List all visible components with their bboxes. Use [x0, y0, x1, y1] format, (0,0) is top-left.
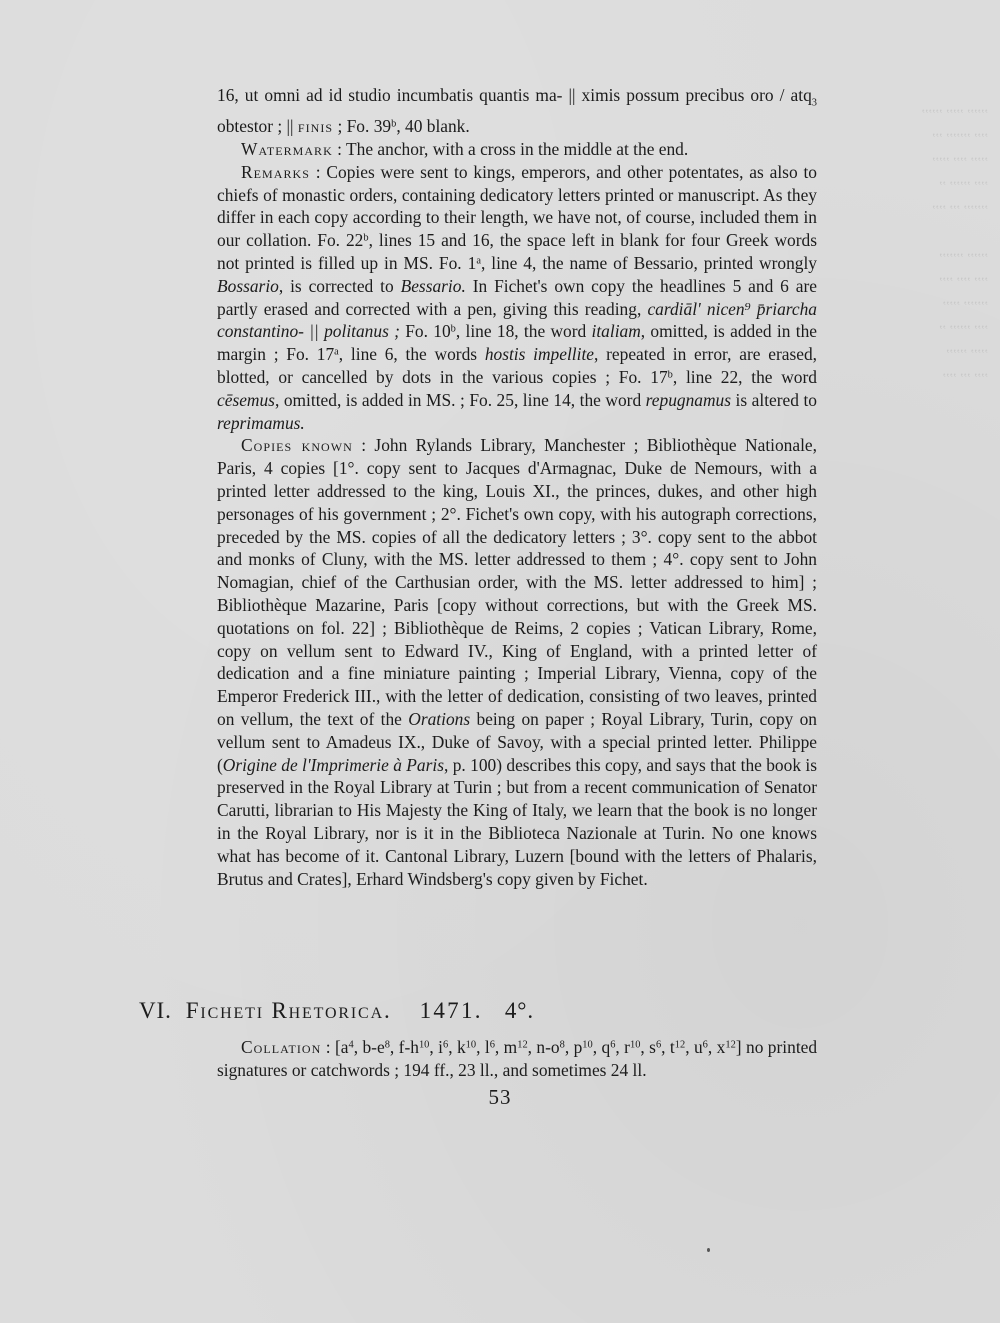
italic-term: cēsemus	[217, 389, 275, 410]
remarks-label: Remarks	[241, 161, 310, 182]
quire-count-superscript: 10	[582, 1039, 593, 1051]
remarks-text: , omitted, is added in MS. ; Fo. 25, line 14, the word	[274, 389, 646, 410]
collation-text: , q	[592, 1037, 611, 1057]
collation-text: , k	[448, 1037, 466, 1057]
section-title: Ficheti Rhetorica.	[185, 998, 392, 1023]
quire-count-superscript: 10	[418, 1039, 430, 1051]
quire-count-superscript: 8	[559, 1039, 565, 1051]
italic-term: reprimamus.	[217, 412, 305, 433]
quire-count-superscript: 10	[629, 1039, 641, 1051]
remarks-text: , lines 15 and 16, the space left in blank for four Greek words not printed is filled up in MS. Fo. 1	[217, 230, 817, 274]
quire-count-superscript: 8	[384, 1039, 390, 1051]
italic-term: Orations	[408, 708, 471, 729]
italic-term: repugnamus	[645, 389, 732, 410]
collation-text: , s	[640, 1037, 656, 1057]
collation-text: , i	[429, 1037, 443, 1057]
copies-text: , p. 100) describes this copy, and says that the book is preserved in the Royal Library at Turin ; but from a recent communication of Senator Carutti, librarian to His Majesty the King of Italy, we learn that the book is no longer in the Royal Library, nor is it in the Biblioteca Nazionale at Turin. No one knows what has become of it. Cantonal Library, Luzern [bound with the letters of Phalaris, Brutus and Crates], Erhard Windsberg's copy given by Fichet.	[217, 754, 817, 889]
copies-known-label: Copies known	[241, 435, 353, 456]
show-through-text: ,,,,,, ,,,,, ,,,,,, ,,,, ,,,,,,, ,,, ,,,,, ,,,, ,,,,, ,,,, ,,,,,, ,, ,,,,,,, ,,, ,,,, ,,,,,, ,,,,,,, ,,,, ,,,, ,,,, ,,,,,,, ,,,,, ,,,, ,,,,,, ,, ,,,,, ,,,,,, ,,,, ,,, ,,,,	[921, 100, 988, 379]
italic-term: hostis impellite	[484, 344, 595, 365]
remarks-text: , line 18, the word	[455, 321, 592, 342]
collation-text: , t	[661, 1037, 675, 1057]
remarks-text: , is corrected to	[278, 275, 401, 296]
paper-speck	[707, 1248, 710, 1252]
italic-term: cardiāl' nicen⁹ p̄riarcha constantino- || politanus ;	[217, 298, 817, 342]
collation-text: , p	[564, 1037, 583, 1057]
quire-count-superscript: 12	[725, 1039, 736, 1051]
page-number: 53	[488, 1085, 512, 1109]
collation-label: Collation	[241, 1037, 322, 1057]
main-text-block	[217, 84, 817, 890]
remarks-text: , omitted, is added in the margin ; Fo. 17	[217, 321, 817, 365]
paragraph-copies-known	[217, 434, 817, 890]
folio-superscript: b	[363, 232, 369, 244]
collation-text: ] no printed signatures or catchwords ; 194 ff., 23 ll., and sometimes 24 ll.	[217, 1037, 818, 1080]
remarks-text: Fo. 10	[399, 321, 451, 342]
abbreviation-mark: 3	[811, 97, 817, 109]
section-numeral: VI.	[139, 998, 172, 1023]
collation-text: , l	[476, 1037, 490, 1057]
colophon-text-2: obtestor ; ||	[217, 116, 298, 137]
section-year: 1471.	[419, 998, 483, 1023]
remarks-text: is altered to	[731, 389, 817, 410]
collation-text: , b-e	[353, 1037, 385, 1057]
quire-count-superscript: 10	[465, 1039, 477, 1051]
collation-paragraph	[217, 1036, 817, 1082]
folio-superscript: a	[334, 346, 339, 358]
collation-text: , u	[685, 1037, 703, 1057]
quire-count-superscript: 6	[655, 1039, 662, 1051]
colophon-text-3: ; Fo. 39	[333, 116, 392, 137]
remarks-text: In Fichet's own copy the headlines 5 and 6 are partly erased and corrected with a pen, giving this reading,	[217, 275, 817, 319]
italic-term: Bossario	[217, 275, 279, 296]
collation-text: , x	[707, 1037, 726, 1057]
folio-superscript: b	[667, 369, 673, 381]
collation-text: , f-h	[389, 1037, 419, 1057]
remarks-text: , repeated in error, are erased, blotted, or cancelled by dots in the various copies ; Fo. 17	[217, 344, 817, 388]
section-heading	[139, 998, 534, 1024]
colophon-text: 16, ut omni ad id studio incumbatis quantis ma- || ximis possum precibus oro / atq	[217, 85, 812, 105]
folio-superscript: a	[476, 255, 481, 267]
quire-count-superscript: 6	[489, 1039, 495, 1051]
collation-text: , r	[615, 1037, 630, 1057]
watermark-text: : The anchor, with a cross in the middle at the end.	[332, 139, 689, 160]
folio-superscript: b	[450, 323, 456, 335]
italic-term: italiam	[591, 321, 641, 342]
italic-term: Bessario.	[400, 275, 466, 296]
quire-count-superscript: 6	[702, 1039, 708, 1051]
remarks-text: , line 6, the words	[338, 344, 485, 365]
copies-text: being on paper ; Royal Library, Turin, copy on vellum sent to Amadeus IX., Duke of Savoy, with a special printed letter. Philippe (	[217, 708, 817, 775]
italic-term: Origine de l'Imprimerie à Paris	[222, 754, 444, 775]
quire-count-superscript: 12	[674, 1039, 686, 1051]
folio-superscript: b	[391, 118, 397, 130]
copies-text: : John Rylands Library, Manchester ; Bibliothèque Nationale, Paris, 4 copies [1°. copy sent to Jacques d'Armagnac, Duke de Nemours, with a printed letter addressed to the king, Louis XI., the princes, dukes, and other high personages of his government ; 2°. Fichet's own copy, with his autograph corrections, preceded by the MS. copies of all the dedicatory letters ; 3°. copy sent to the abbot and monks of Cluny, with the MS. letter addressed to them ; 4°. copy sent to John Nomagian, chief of the Carthusian order, with the MS. letter addressed to him] ; Bibliothèque Mazarine, Paris [copy without corrections, but with the Greek MS. quotations on fol. 22] ; Bibliothèque de Reims, 2 copies ; Vatican Library, Rome, copy on vellum sent to Edward IV., King of England, with a printed letter of dedication and a fine miniature painting ; Imperial Library, Vienna, copy of the Emperor Frederick III., with the letter of dedication, consisting of two leaves, printed on vellum, the text of the	[217, 435, 817, 729]
remarks-text: , line 4, the name of Bessario, printed wrongly	[480, 253, 817, 274]
section-format: 4°.	[504, 998, 535, 1023]
collation-text: , m	[494, 1037, 518, 1057]
quire-count-superscript: 4	[348, 1039, 354, 1051]
paragraph-watermark	[217, 138, 817, 161]
collation-open: : [a	[321, 1037, 349, 1057]
finis-word: finis	[297, 116, 334, 137]
colophon-text-4: , 40 blank.	[396, 116, 470, 137]
quire-count-superscript: 6	[442, 1039, 449, 1051]
paragraph-remarks	[217, 161, 817, 435]
watermark-label: Watermark	[241, 139, 333, 160]
quire-count-superscript: 6	[610, 1039, 616, 1051]
paragraph-colophon	[217, 84, 817, 138]
remarks-text: : Copies were sent to kings, emperors, and other potentates, as also to chiefs of monastic orders, containing dedicatory letters printed or manuscript. As they differ in each copy according to their length, we have not, of course, included them in our collation. Fo. 22	[217, 161, 817, 251]
collation-text: , n-o	[527, 1037, 560, 1057]
quire-count-superscript: 12	[517, 1039, 528, 1051]
remarks-text: , line 22, the word	[672, 367, 817, 388]
